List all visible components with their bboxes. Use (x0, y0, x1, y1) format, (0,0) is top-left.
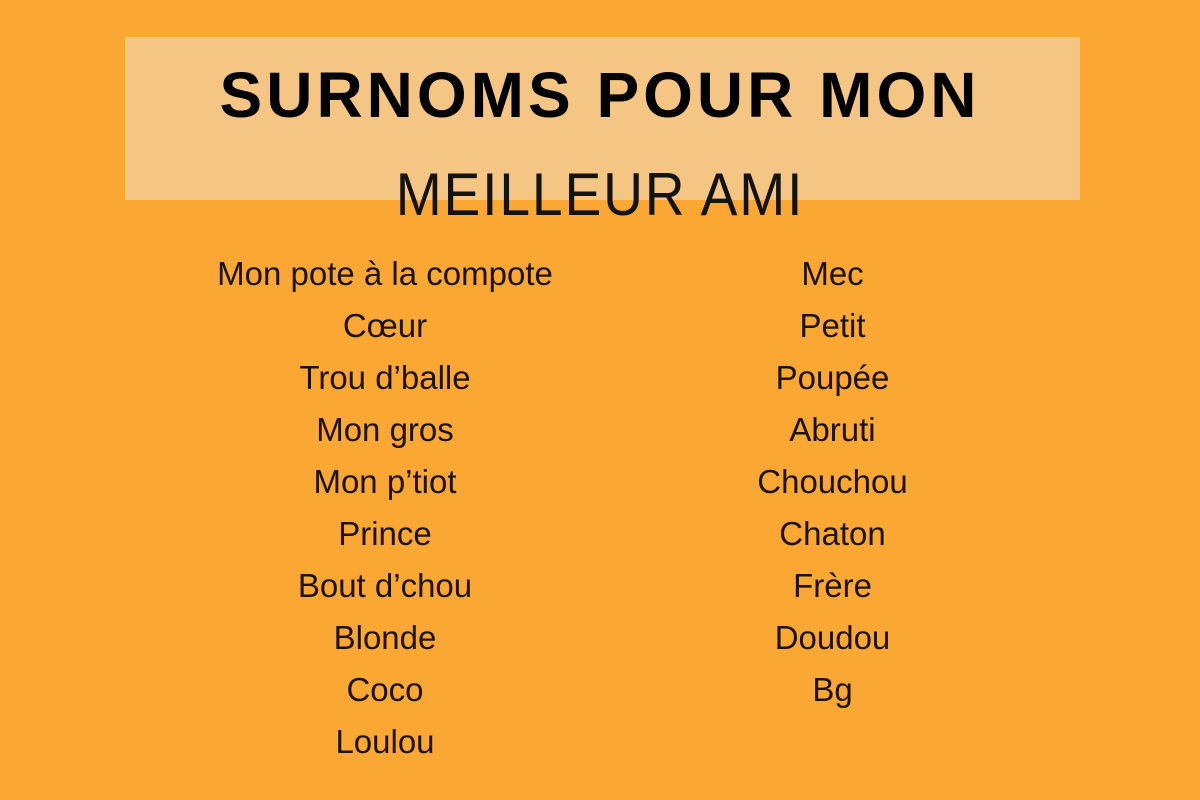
list-item: Bg (812, 671, 853, 708)
list-item: Mon p’tiot (313, 463, 457, 500)
list-item: Coco (346, 671, 424, 708)
list-item: Chaton (779, 515, 886, 552)
list-item: Mon gros (316, 411, 454, 448)
list-item: Chouchou (757, 463, 908, 500)
nickname-column-left (150, 248, 620, 768)
list-item: Frère (793, 567, 872, 604)
page-subtitle: MEILLEUR AMI (395, 161, 805, 228)
list-item: Bout d’chou (297, 567, 473, 604)
nickname-column-right (620, 248, 1045, 768)
list-item: Doudou (774, 619, 891, 656)
list-item: Mec (801, 255, 864, 292)
list-item: Petit (799, 307, 866, 344)
list-item: Mon pote à la compote (217, 255, 553, 292)
list-item: Trou d’balle (299, 359, 471, 396)
list-item: Poupée (775, 359, 890, 396)
list-item: Blonde (333, 619, 437, 656)
list-item: Abruti (789, 411, 876, 448)
list-item: Cœur (342, 307, 428, 344)
nickname-columns (150, 248, 1045, 768)
list-item: Loulou (335, 723, 435, 760)
list-item: Prince (338, 515, 432, 552)
page-title: SURNOMS POUR MON (219, 59, 981, 131)
